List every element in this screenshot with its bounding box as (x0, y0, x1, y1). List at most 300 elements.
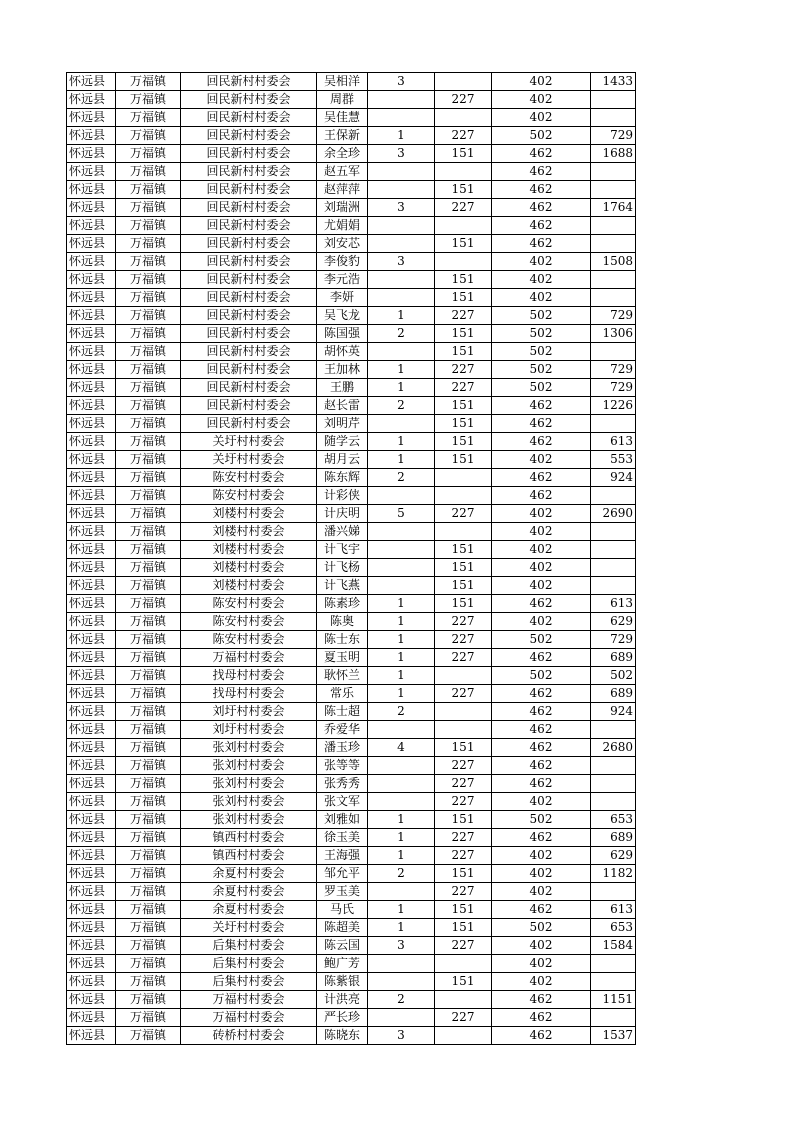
village-cell: 回民新村村委会 (181, 289, 317, 307)
count-cell: 1 (368, 685, 435, 703)
table-row (67, 613, 636, 631)
county-cell: 怀远县 (67, 487, 116, 505)
village-cell: 刘楼村村委会 (181, 541, 317, 559)
total-cell: 629 (591, 847, 636, 865)
count-cell (368, 793, 435, 811)
town-cell: 万福镇 (116, 451, 181, 469)
table-row (67, 847, 636, 865)
county-cell: 怀远县 (67, 739, 116, 757)
village-cell: 镇西村村委会 (181, 847, 317, 865)
subsidy-a-cell (435, 217, 492, 235)
village-cell: 回民新村村委会 (181, 325, 317, 343)
count-cell (368, 973, 435, 991)
table-row (67, 1009, 636, 1027)
name-cell: 赵萍萍 (317, 181, 368, 199)
name-cell: 罗玉美 (317, 883, 368, 901)
county-cell: 怀远县 (67, 991, 116, 1009)
total-cell (591, 1009, 636, 1027)
village-cell: 后集村村委会 (181, 955, 317, 973)
town-cell: 万福镇 (116, 307, 181, 325)
total-cell: 1508 (591, 253, 636, 271)
town-cell: 万福镇 (116, 559, 181, 577)
county-cell: 怀远县 (67, 703, 116, 721)
town-cell: 万福镇 (116, 505, 181, 523)
village-cell: 镇西村村委会 (181, 829, 317, 847)
county-cell: 怀远县 (67, 955, 116, 973)
county-cell: 怀远县 (67, 91, 116, 109)
county-cell: 怀远县 (67, 595, 116, 613)
subsidy-b-cell: 462 (492, 181, 591, 199)
name-cell: 陈云国 (317, 937, 368, 955)
total-cell (591, 343, 636, 361)
town-cell: 万福镇 (116, 829, 181, 847)
county-cell: 怀远县 (67, 649, 116, 667)
table-row (67, 973, 636, 991)
subsidy-b-cell: 402 (492, 559, 591, 577)
subsidy-a-cell: 227 (435, 1009, 492, 1027)
town-cell: 万福镇 (116, 91, 181, 109)
name-cell: 张文军 (317, 793, 368, 811)
subsidy-b-cell: 502 (492, 361, 591, 379)
subsidy-a-cell: 151 (435, 271, 492, 289)
town-cell: 万福镇 (116, 847, 181, 865)
subsidy-b-cell: 402 (492, 91, 591, 109)
county-cell: 怀远县 (67, 667, 116, 685)
table-row (67, 127, 636, 145)
table-row (67, 271, 636, 289)
count-cell (368, 415, 435, 433)
town-cell: 万福镇 (116, 865, 181, 883)
name-cell: 周群 (317, 91, 368, 109)
town-cell: 万福镇 (116, 793, 181, 811)
table-row (67, 577, 636, 595)
table-row (67, 919, 636, 937)
town-cell: 万福镇 (116, 235, 181, 253)
town-cell: 万福镇 (116, 1009, 181, 1027)
subsidy-a-cell: 227 (435, 793, 492, 811)
name-cell: 胡月云 (317, 451, 368, 469)
county-cell: 怀远县 (67, 199, 116, 217)
total-cell: 729 (591, 127, 636, 145)
count-cell: 5 (368, 505, 435, 523)
count-cell (368, 775, 435, 793)
table-row (67, 937, 636, 955)
total-cell (591, 163, 636, 181)
town-cell: 万福镇 (116, 469, 181, 487)
subsidy-a-cell: 151 (435, 397, 492, 415)
village-cell: 回民新村村委会 (181, 217, 317, 235)
county-cell: 怀远县 (67, 775, 116, 793)
subsidy-a-cell: 151 (435, 325, 492, 343)
table-row (67, 433, 636, 451)
name-cell: 王鹏 (317, 379, 368, 397)
village-cell: 余夏村村委会 (181, 883, 317, 901)
subsidy-a-cell (435, 253, 492, 271)
table-row (67, 199, 636, 217)
total-cell (591, 559, 636, 577)
count-cell: 3 (368, 253, 435, 271)
village-cell: 关圩村村委会 (181, 451, 317, 469)
village-cell: 回民新村村委会 (181, 415, 317, 433)
name-cell: 徐玉美 (317, 829, 368, 847)
subsidy-a-cell (435, 955, 492, 973)
total-cell: 1537 (591, 1027, 636, 1045)
name-cell: 刘明芹 (317, 415, 368, 433)
village-cell: 张刘村村委会 (181, 811, 317, 829)
name-cell: 马氏 (317, 901, 368, 919)
subsidy-a-cell: 151 (435, 901, 492, 919)
county-cell: 怀远县 (67, 127, 116, 145)
count-cell (368, 343, 435, 361)
town-cell: 万福镇 (116, 73, 181, 91)
count-cell (368, 559, 435, 577)
subsidy-b-cell: 402 (492, 505, 591, 523)
name-cell: 计庆明 (317, 505, 368, 523)
village-cell: 回民新村村委会 (181, 253, 317, 271)
table-row (67, 523, 636, 541)
village-cell: 刘圩村村委会 (181, 703, 317, 721)
subsidy-a-cell: 227 (435, 775, 492, 793)
subsidy-a-cell (435, 667, 492, 685)
village-cell: 回民新村村委会 (181, 271, 317, 289)
subsidy-b-cell: 462 (492, 145, 591, 163)
total-cell: 729 (591, 361, 636, 379)
village-cell: 回民新村村委会 (181, 379, 317, 397)
table-row (67, 811, 636, 829)
town-cell: 万福镇 (116, 883, 181, 901)
subsidy-b-cell: 402 (492, 271, 591, 289)
county-cell: 怀远县 (67, 181, 116, 199)
name-cell: 陈士超 (317, 703, 368, 721)
subsidy-a-cell (435, 487, 492, 505)
table-row (67, 991, 636, 1009)
name-cell: 吴相洋 (317, 73, 368, 91)
county-cell: 怀远县 (67, 415, 116, 433)
count-cell: 3 (368, 199, 435, 217)
subsidy-b-cell: 462 (492, 1027, 591, 1045)
name-cell: 李元浩 (317, 271, 368, 289)
name-cell: 赵长雷 (317, 397, 368, 415)
county-cell: 怀远县 (67, 757, 116, 775)
total-cell (591, 883, 636, 901)
county-cell: 怀远县 (67, 397, 116, 415)
subsidy-a-cell: 151 (435, 451, 492, 469)
count-cell (368, 523, 435, 541)
name-cell: 王海强 (317, 847, 368, 865)
county-cell: 怀远县 (67, 325, 116, 343)
count-cell: 1 (368, 451, 435, 469)
county-cell: 怀远县 (67, 451, 116, 469)
total-cell: 689 (591, 685, 636, 703)
town-cell: 万福镇 (116, 631, 181, 649)
total-cell (591, 217, 636, 235)
subsidy-a-cell (435, 991, 492, 1009)
town-cell: 万福镇 (116, 415, 181, 433)
name-cell: 鲍广芳 (317, 955, 368, 973)
subsidy-a-cell: 151 (435, 595, 492, 613)
name-cell: 陈国强 (317, 325, 368, 343)
town-cell: 万福镇 (116, 289, 181, 307)
total-cell (591, 235, 636, 253)
total-cell (591, 523, 636, 541)
name-cell: 陈奥 (317, 613, 368, 631)
subsidy-a-cell: 227 (435, 685, 492, 703)
subsidy-b-cell: 502 (492, 667, 591, 685)
village-cell: 陈安村村委会 (181, 487, 317, 505)
count-cell (368, 289, 435, 307)
table-row (67, 901, 636, 919)
town-cell: 万福镇 (116, 127, 181, 145)
name-cell: 陈晓东 (317, 1027, 368, 1045)
town-cell: 万福镇 (116, 1027, 181, 1045)
county-cell: 怀远县 (67, 685, 116, 703)
subsidy-a-cell (435, 73, 492, 91)
subsidy-a-cell (435, 163, 492, 181)
name-cell: 余全珍 (317, 145, 368, 163)
subsidy-b-cell: 402 (492, 289, 591, 307)
name-cell: 计彩侠 (317, 487, 368, 505)
town-cell: 万福镇 (116, 901, 181, 919)
count-cell: 1 (368, 901, 435, 919)
village-cell: 关圩村村委会 (181, 433, 317, 451)
town-cell: 万福镇 (116, 685, 181, 703)
count-cell (368, 91, 435, 109)
subsidy-a-cell: 227 (435, 127, 492, 145)
name-cell: 张等等 (317, 757, 368, 775)
count-cell: 1 (368, 811, 435, 829)
subsidy-b-cell: 502 (492, 307, 591, 325)
subsidy-b-cell: 462 (492, 901, 591, 919)
subsidy-b-cell: 462 (492, 649, 591, 667)
total-cell: 924 (591, 703, 636, 721)
subsidy-b-cell: 462 (492, 1009, 591, 1027)
village-cell: 回民新村村委会 (181, 343, 317, 361)
town-cell: 万福镇 (116, 649, 181, 667)
village-cell: 余夏村村委会 (181, 865, 317, 883)
village-cell: 陈安村村委会 (181, 469, 317, 487)
name-cell: 计飞杨 (317, 559, 368, 577)
subsidy-b-cell: 402 (492, 883, 591, 901)
subsidy-b-cell: 462 (492, 595, 591, 613)
subsidy-a-cell: 227 (435, 829, 492, 847)
subsidy-a-cell: 227 (435, 847, 492, 865)
name-cell: 潘兴娣 (317, 523, 368, 541)
table-row (67, 685, 636, 703)
count-cell: 1 (368, 433, 435, 451)
town-cell: 万福镇 (116, 325, 181, 343)
village-cell: 回民新村村委会 (181, 109, 317, 127)
county-cell: 怀远县 (67, 577, 116, 595)
count-cell (368, 217, 435, 235)
village-cell: 后集村村委会 (181, 937, 317, 955)
name-cell: 赵五军 (317, 163, 368, 181)
town-cell: 万福镇 (116, 775, 181, 793)
subsidy-b-cell: 402 (492, 73, 591, 91)
name-cell: 计飞宇 (317, 541, 368, 559)
subsidy-a-cell: 227 (435, 379, 492, 397)
total-cell (591, 271, 636, 289)
county-cell: 怀远县 (67, 343, 116, 361)
name-cell: 吴佳慧 (317, 109, 368, 127)
table-row (67, 667, 636, 685)
town-cell: 万福镇 (116, 217, 181, 235)
table-row (67, 181, 636, 199)
name-cell: 李俊豹 (317, 253, 368, 271)
name-cell: 陈紫银 (317, 973, 368, 991)
total-cell: 613 (591, 901, 636, 919)
total-cell (591, 973, 636, 991)
total-cell: 1182 (591, 865, 636, 883)
county-cell: 怀远县 (67, 865, 116, 883)
total-cell: 729 (591, 307, 636, 325)
total-cell: 1764 (591, 199, 636, 217)
name-cell: 李妍 (317, 289, 368, 307)
subsidy-a-cell: 151 (435, 559, 492, 577)
subsidy-b-cell: 502 (492, 325, 591, 343)
subsidy-a-cell: 151 (435, 433, 492, 451)
count-cell: 1 (368, 649, 435, 667)
total-cell: 653 (591, 811, 636, 829)
subsidy-a-cell: 151 (435, 973, 492, 991)
town-cell: 万福镇 (116, 397, 181, 415)
village-cell: 陈安村村委会 (181, 613, 317, 631)
subsidy-a-cell: 227 (435, 649, 492, 667)
village-cell: 关圩村村委会 (181, 919, 317, 937)
count-cell (368, 883, 435, 901)
subsidy-a-cell: 227 (435, 91, 492, 109)
total-cell: 689 (591, 649, 636, 667)
town-cell: 万福镇 (116, 343, 181, 361)
table-row (67, 397, 636, 415)
subsidy-a-cell: 151 (435, 541, 492, 559)
subsidy-a-cell: 151 (435, 343, 492, 361)
town-cell: 万福镇 (116, 721, 181, 739)
subsidy-b-cell: 402 (492, 865, 591, 883)
subsidy-b-cell: 462 (492, 703, 591, 721)
town-cell: 万福镇 (116, 595, 181, 613)
subsidy-a-cell (435, 1027, 492, 1045)
town-cell: 万福镇 (116, 757, 181, 775)
count-cell (368, 757, 435, 775)
subsidy-a-cell: 227 (435, 199, 492, 217)
table-row (67, 865, 636, 883)
subsidy-b-cell: 462 (492, 163, 591, 181)
name-cell: 随学云 (317, 433, 368, 451)
table-row (67, 1027, 636, 1045)
table-row (67, 955, 636, 973)
table-row (67, 253, 636, 271)
subsidy-b-cell: 402 (492, 541, 591, 559)
town-cell: 万福镇 (116, 109, 181, 127)
town-cell: 万福镇 (116, 973, 181, 991)
subsidy-b-cell: 402 (492, 523, 591, 541)
total-cell: 729 (591, 631, 636, 649)
subsidy-b-cell: 462 (492, 469, 591, 487)
total-cell: 729 (591, 379, 636, 397)
name-cell: 计飞燕 (317, 577, 368, 595)
town-cell: 万福镇 (116, 919, 181, 937)
count-cell (368, 541, 435, 559)
village-cell: 万福村村委会 (181, 1009, 317, 1027)
subsidy-a-cell: 151 (435, 289, 492, 307)
data-table (66, 72, 636, 1045)
count-cell (368, 721, 435, 739)
count-cell: 1 (368, 127, 435, 145)
name-cell: 陈超美 (317, 919, 368, 937)
village-cell: 回民新村村委会 (181, 361, 317, 379)
subsidy-b-cell: 502 (492, 811, 591, 829)
count-cell: 3 (368, 1027, 435, 1045)
subsidy-b-cell: 402 (492, 109, 591, 127)
county-cell: 怀远县 (67, 811, 116, 829)
county-cell: 怀远县 (67, 631, 116, 649)
county-cell: 怀远县 (67, 271, 116, 289)
county-cell: 怀远县 (67, 307, 116, 325)
table-row (67, 469, 636, 487)
total-cell (591, 109, 636, 127)
table-row (67, 487, 636, 505)
count-cell: 2 (368, 991, 435, 1009)
name-cell: 王保新 (317, 127, 368, 145)
subsidy-a-cell: 151 (435, 235, 492, 253)
village-cell: 回民新村村委会 (181, 145, 317, 163)
count-cell: 1 (368, 667, 435, 685)
total-cell (591, 541, 636, 559)
table-row (67, 703, 636, 721)
name-cell: 张秀秀 (317, 775, 368, 793)
count-cell: 2 (368, 865, 435, 883)
total-cell: 924 (591, 469, 636, 487)
name-cell: 常乐 (317, 685, 368, 703)
county-cell: 怀远县 (67, 793, 116, 811)
name-cell: 夏玉明 (317, 649, 368, 667)
village-cell: 张刘村村委会 (181, 775, 317, 793)
town-cell: 万福镇 (116, 181, 181, 199)
subsidy-b-cell: 462 (492, 685, 591, 703)
subsidy-b-cell: 402 (492, 847, 591, 865)
total-cell: 1433 (591, 73, 636, 91)
total-cell (591, 955, 636, 973)
name-cell: 刘瑞洲 (317, 199, 368, 217)
total-cell (591, 181, 636, 199)
subsidy-a-cell: 151 (435, 811, 492, 829)
subsidy-a-cell (435, 469, 492, 487)
table-row (67, 217, 636, 235)
town-cell: 万福镇 (116, 361, 181, 379)
table-row (67, 649, 636, 667)
total-cell (591, 577, 636, 595)
village-cell: 刘楼村村委会 (181, 577, 317, 595)
table-row (67, 379, 636, 397)
town-cell: 万福镇 (116, 541, 181, 559)
village-cell: 余夏村村委会 (181, 901, 317, 919)
county-cell: 怀远县 (67, 541, 116, 559)
table-row (67, 541, 636, 559)
subsidy-b-cell: 502 (492, 919, 591, 937)
table-body (67, 73, 636, 1045)
count-cell: 1 (368, 613, 435, 631)
village-cell: 张刘村村委会 (181, 793, 317, 811)
name-cell: 潘玉珍 (317, 739, 368, 757)
subsidy-a-cell: 151 (435, 865, 492, 883)
count-cell (368, 109, 435, 127)
town-cell: 万福镇 (116, 163, 181, 181)
count-cell: 2 (368, 703, 435, 721)
subsidy-b-cell: 462 (492, 829, 591, 847)
subsidy-b-cell: 402 (492, 973, 591, 991)
village-cell: 后集村村委会 (181, 973, 317, 991)
total-cell: 553 (591, 451, 636, 469)
